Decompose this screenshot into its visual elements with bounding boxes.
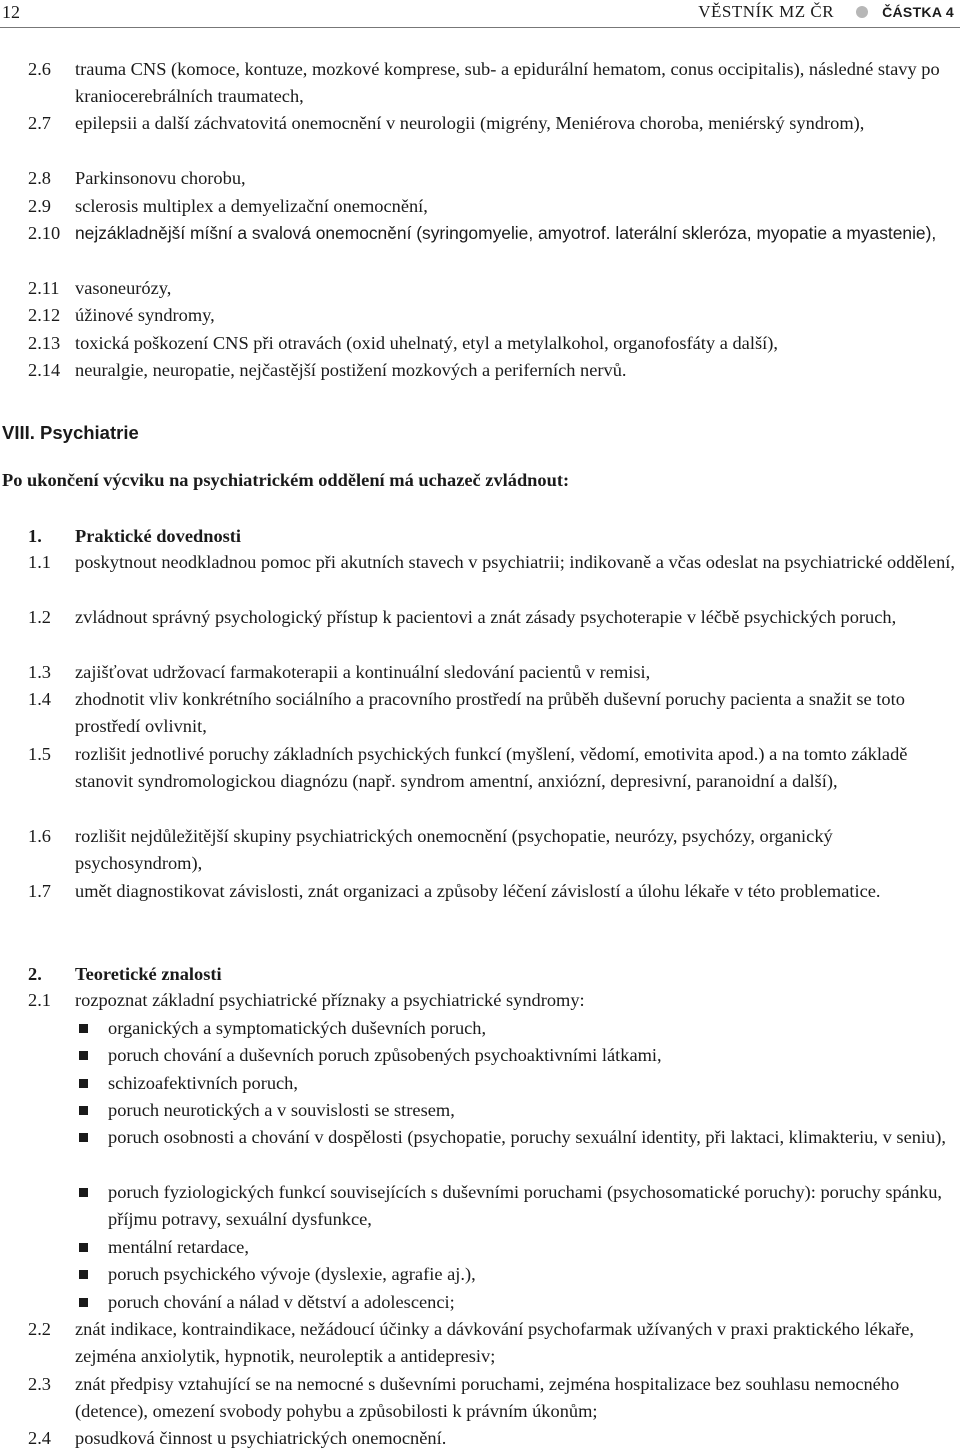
list-item	[0, 1425, 958, 1452]
square-bullet-icon	[79, 1024, 88, 1033]
bullet-item	[0, 1234, 958, 1261]
item-text: posudková činnost u psychiatrických onemocnění.	[75, 1428, 447, 1448]
item-text: umět diagnostikovat závislosti, znát organizaci a způsoby léčení závislostí a úlohu lékaře v této problematice.	[75, 881, 881, 901]
list-item	[0, 549, 958, 576]
list-item	[0, 987, 958, 1014]
list-item	[0, 686, 958, 740]
subsection-title: Praktické dovednosti	[75, 526, 242, 546]
list-item	[0, 330, 958, 357]
item-number: 2.14	[28, 360, 61, 380]
list-item	[0, 56, 958, 110]
square-bullet-icon	[79, 1106, 88, 1115]
list-item	[0, 110, 958, 137]
list-item	[0, 1316, 958, 1370]
subsection-title: Teoretické znalosti	[75, 964, 222, 984]
item-number: 2.7	[28, 113, 51, 133]
item-number: 2.8	[28, 168, 51, 188]
bullet-text: poruch osobnosti a chování v dospělosti (psychopatie, poruchy sexuální identity, při laktaci, klimakteriu, v seniu),	[108, 1127, 946, 1147]
list-item	[0, 193, 958, 220]
item-number: 1.5	[28, 744, 51, 764]
item-text: Parkinsonovu chorobu,	[75, 168, 246, 188]
item-text: epilepsii a další záchvatovitá onemocnění v neurologii (migrény, Meniérova choroba, meniérský syndrom),	[75, 113, 865, 133]
journal-title: VĚSTNÍK MZ ČR	[698, 2, 835, 21]
item-number: 2.2	[28, 1319, 51, 1339]
item-text: znát indikace, kontraindikace, nežádoucí účinky a dávkování psychofarmak užívaných v praxi praktického lékaře, zejména anxiolytik, hypnotik, neuroleptik a antidepresiv;	[75, 1319, 914, 1367]
item-number: 2.4	[28, 1428, 51, 1448]
subsection-number: 1.	[28, 526, 42, 546]
bullet-item	[0, 1289, 958, 1316]
square-bullet-icon	[79, 1051, 88, 1060]
bullet-text: mentální retardace,	[108, 1237, 249, 1257]
square-bullet-icon	[79, 1243, 88, 1252]
subsection-heading	[0, 962, 600, 986]
running-header	[0, 0, 960, 24]
item-number: 2.12	[28, 305, 61, 325]
bullet-text: organických a symptomatických duševních poruch,	[108, 1018, 487, 1038]
bullet-text: poruch neurotických a v souvislosti se stresem,	[108, 1100, 455, 1120]
item-number: 1.6	[28, 826, 51, 846]
item-text: trauma CNS (komoce, kontuze, mozkové komprese, sub- a epidurální hematom, conus occipitalis), následné stavy po kraniocerebrálních traumatech,	[75, 59, 940, 107]
item-text: nejzákladnější míšní a svalová onemocnění (syringomyelie, amyotrof. laterální skleróza, myopatie a myastenie),	[75, 223, 937, 243]
item-text: rozlišit jednotlivé poruchy základních psychických funkcí (myšlení, vědomí, emotivita apod.) a na tomto základě stanovit syndromologickou diagnózu (např. syndrom amentní, anxiózní, depresivní, paranoidní a další),	[75, 744, 908, 792]
bullet-text: schizoafektivních poruch,	[108, 1073, 298, 1093]
item-text: sclerosis multiplex a demyelizační onemocnění,	[75, 196, 428, 216]
item-number: 1.7	[28, 881, 51, 901]
bullet-item	[0, 1124, 958, 1151]
list-item	[0, 878, 958, 905]
item-number: 2.1	[28, 990, 51, 1010]
bullet-item	[0, 1261, 958, 1288]
item-number: 2.13	[28, 333, 61, 353]
item-text: rozlišit nejdůležitější skupiny psychiatrických onemocnění (psychopatie, neurózy, psychózy, organický psychosyndrom),	[75, 826, 833, 874]
item-text: zajišťovat udržovací farmakoterapii a kontinuální sledování pacientů v remisi,	[75, 662, 651, 682]
list-item	[0, 823, 958, 877]
list-item	[0, 659, 958, 686]
list-item	[0, 220, 958, 247]
subsection-number: 2.	[28, 964, 42, 984]
bullet-item	[0, 1070, 958, 1097]
square-bullet-icon	[79, 1188, 88, 1197]
list-item	[0, 1371, 958, 1425]
section-intro: Po ukončení výcviku na psychiatrickém oddělení má uchazeč zvládnout:	[2, 470, 570, 490]
item-number: 2.10	[28, 223, 61, 243]
item-text: toxická poškození CNS při otravách (oxid uhelnatý, etyl a metylalkohol, organofosfáty a další),	[75, 333, 778, 353]
list-item	[0, 741, 958, 795]
square-bullet-icon	[79, 1298, 88, 1307]
item-text: poskytnout neodkladnou pomoc při akutních stavech v psychiatrii; indikovaně a včas odeslat na psychiatrické oddělení,	[75, 552, 955, 572]
square-bullet-icon	[79, 1133, 88, 1142]
bullet-dot-icon	[856, 6, 868, 18]
item-number: 2.11	[28, 278, 60, 298]
bullet-item	[0, 1015, 958, 1042]
list-item	[0, 604, 958, 631]
item-text: zvládnout správný psychologický přístup k pacientovi a znát zásady psychoterapie v léčbě psychických poruch,	[75, 607, 897, 627]
list-item	[0, 357, 958, 384]
square-bullet-icon	[79, 1079, 88, 1088]
item-number: 1.4	[28, 689, 51, 709]
bullet-item	[0, 1097, 958, 1124]
bullet-text: poruch chování a duševních poruch způsobených psychoaktivními látkami,	[108, 1045, 662, 1065]
item-number: 1.1	[28, 552, 51, 572]
item-number: 1.3	[28, 662, 51, 682]
page-number: 12	[2, 2, 20, 22]
bullet-text: poruch fyziologických funkcí souvisejících s duševními poruchami (psychosomatické poruchy): poruchy spánku, příjmu potravy, sexuální dysfunkce,	[108, 1182, 943, 1230]
section-title: VIII. Psychiatrie	[2, 422, 139, 443]
issue-part: ČÁSTKA 4	[882, 4, 954, 20]
item-text: vasoneurózy,	[75, 278, 172, 298]
bullet-text: poruch chování a nálad v dětství a adolescenci;	[108, 1292, 455, 1312]
header-rule	[0, 27, 960, 28]
list-item	[0, 165, 958, 192]
item-text: úžinové syndromy,	[75, 305, 215, 325]
header-right	[698, 0, 954, 24]
item-number: 2.9	[28, 196, 51, 216]
square-bullet-icon	[79, 1270, 88, 1279]
bullet-text: poruch psychického vývoje (dyslexie, agrafie aj.),	[108, 1264, 476, 1284]
item-text: neuralgie, neuropatie, nejčastější postižení mozkových a periferních nervů.	[75, 360, 627, 380]
bullet-item	[0, 1179, 958, 1233]
item-number: 2.6	[28, 59, 51, 79]
item-number: 1.2	[28, 607, 51, 627]
item-number: 2.3	[28, 1374, 51, 1394]
item-text: znát předpisy vztahující se na nemocné s duševními poruchami, zejména hospitalizace bez souhlasu nemocného (detence), omezení svobody pohybu a způsobilosti k právním úkonům;	[75, 1374, 900, 1422]
list-item	[0, 302, 958, 329]
item-text: rozpoznat základní psychiatrické příznaky a psychiatrické syndromy:	[75, 990, 585, 1010]
item-text: zhodnotit vliv konkrétního sociálního a pracovního prostředí na průběh duševní poruchy pacienta a snažit se toto prostředí ovlivnit,	[75, 689, 905, 737]
subsection-heading	[0, 524, 600, 548]
bullet-item	[0, 1042, 958, 1069]
list-item	[0, 275, 958, 302]
